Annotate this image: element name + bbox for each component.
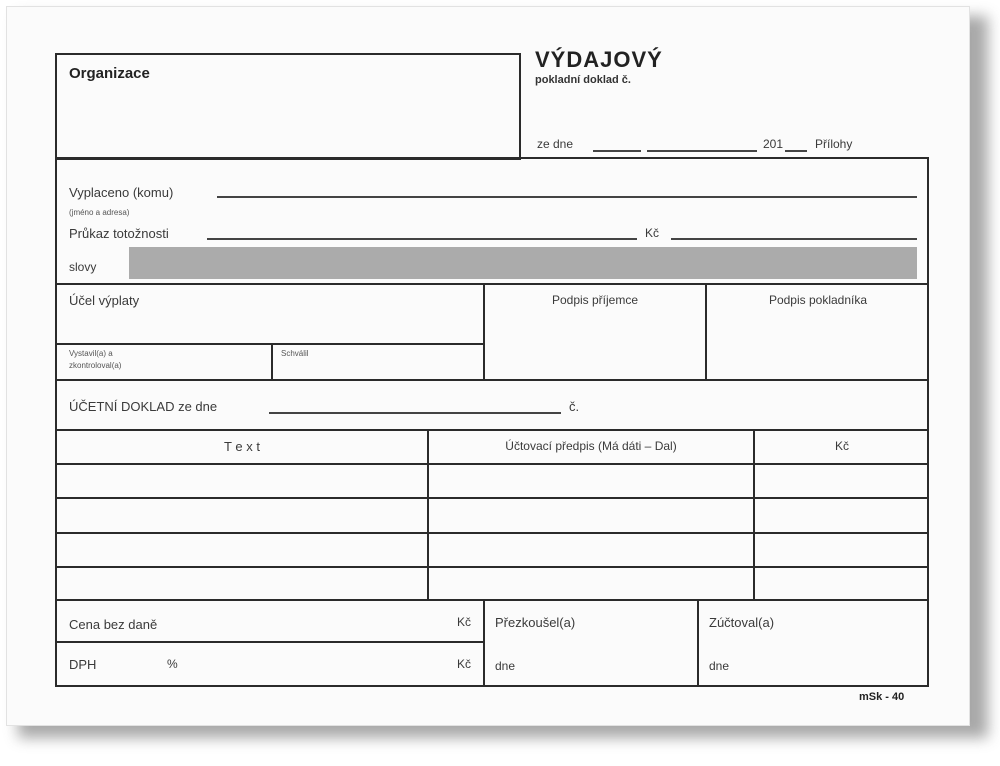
section-divider-4 bbox=[55, 599, 929, 601]
paid-to-label: Vyplaceno (komu) bbox=[69, 185, 174, 200]
id-card-label: Průkaz totožnosti bbox=[69, 226, 169, 241]
form-title: VÝDAJOVÝ bbox=[535, 47, 663, 72]
table-row-line-1 bbox=[55, 463, 929, 465]
table-header-text: T e x t bbox=[224, 439, 260, 454]
section-divider-3 bbox=[55, 429, 929, 431]
section-divider-1 bbox=[55, 283, 929, 285]
in-words-field[interactable] bbox=[129, 247, 917, 279]
recipient-signature-label: Podpis příjemce bbox=[551, 293, 639, 307]
vat-percent: % bbox=[167, 657, 178, 671]
table-row-line-2 bbox=[55, 497, 929, 499]
paid-to-hint: (jméno a adresa) bbox=[69, 208, 130, 217]
amount-line bbox=[671, 238, 917, 240]
reviewed-label: Přezkoušel(a) bbox=[495, 615, 576, 630]
vat-currency: Kč bbox=[457, 657, 472, 671]
table-header-amount: Kč bbox=[834, 439, 849, 453]
organization-label: Organizace bbox=[69, 65, 150, 82]
posted-label: Zúčtoval(a) bbox=[709, 615, 775, 630]
attachments-label: Přílohy bbox=[815, 137, 853, 151]
issued-by-label-1: Vystavil(a) a bbox=[69, 349, 113, 358]
footer-vline-2 bbox=[697, 599, 699, 687]
table-vline-2 bbox=[753, 429, 755, 601]
vline-approved bbox=[271, 343, 273, 381]
table-vline-1 bbox=[427, 429, 429, 601]
issued-by-label-2: zkontroloval(a) bbox=[69, 361, 122, 370]
table-row-line-4 bbox=[55, 566, 929, 568]
vat-label: DPH bbox=[69, 657, 97, 672]
paid-to-line bbox=[217, 196, 917, 198]
price-label: Cena bez daně bbox=[69, 617, 158, 632]
posted-date-label: dne bbox=[709, 659, 730, 673]
section-divider-2 bbox=[55, 379, 929, 381]
year-line bbox=[785, 150, 807, 152]
form-code: mSk - 40 bbox=[859, 691, 905, 703]
price-currency: Kč bbox=[457, 615, 472, 629]
purpose-label: Účel výplaty bbox=[69, 293, 140, 308]
id-card-line bbox=[207, 238, 637, 240]
reviewed-date-label: dne bbox=[495, 659, 516, 673]
year-prefix: 201 bbox=[763, 137, 784, 151]
main-frame bbox=[55, 157, 929, 687]
receipt-form bbox=[6, 6, 970, 726]
table-header-posting: Účtovací předpis (Má dáti – Dal) bbox=[505, 439, 677, 453]
table-row-line-3 bbox=[55, 532, 929, 534]
date-line-month bbox=[647, 150, 757, 152]
accounting-date-line bbox=[269, 412, 561, 414]
date-prefix: ze dne bbox=[537, 137, 574, 151]
form-subtitle: pokladní doklad č. bbox=[535, 74, 631, 86]
date-line-day bbox=[593, 150, 641, 152]
accounting-doc-label: ÚČETNÍ DOKLAD ze dne bbox=[69, 399, 218, 414]
hline-issued bbox=[55, 343, 485, 345]
footer-vline-1 bbox=[483, 599, 485, 687]
currency-label: Kč bbox=[645, 226, 660, 240]
footer-hline bbox=[55, 641, 485, 643]
in-words-label: slovy bbox=[69, 260, 97, 274]
accounting-doc-suffix: č. bbox=[569, 399, 580, 414]
approved-label: Schválil bbox=[281, 349, 309, 358]
cashier-signature-label: Podpis pokladníka bbox=[768, 293, 868, 307]
